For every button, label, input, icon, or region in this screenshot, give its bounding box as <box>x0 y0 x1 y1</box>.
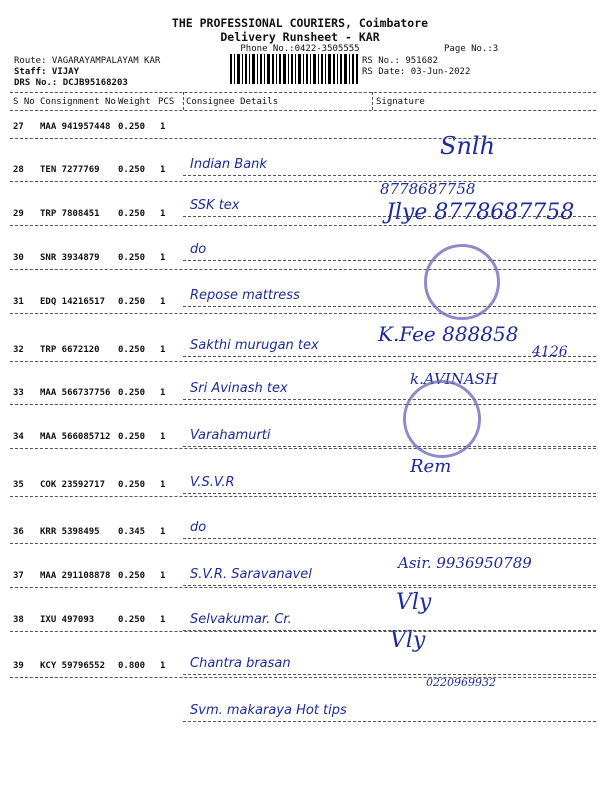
row-consignment-no: MAA 291108878 <box>40 571 111 581</box>
row-pcs: 1 <box>160 345 166 355</box>
row-sno: 37 <box>13 571 24 581</box>
row-consignment-no: MAA 566085712 <box>40 432 111 442</box>
row-pcs: 1 <box>160 253 166 263</box>
row-sno: 27 <box>13 122 24 132</box>
row-rule <box>10 225 596 226</box>
row-rule <box>183 306 596 307</box>
row-sno: 39 <box>13 661 24 671</box>
row-rule <box>10 138 596 139</box>
row-pcs: 1 <box>160 571 166 581</box>
header-bottom-rule <box>10 110 596 111</box>
company-name: THE PROFESSIONAL COURIERS, Coimbatore <box>171 16 429 30</box>
row-sno: 36 <box>13 527 24 537</box>
row-pcs: 1 <box>160 165 166 175</box>
drs-number: DRS No.: DCJB95168203 <box>14 78 128 88</box>
row-consignment-no: SNR 3934879 <box>40 253 100 263</box>
row-consignment-no: TRP 6672120 <box>40 345 100 355</box>
row-rule <box>10 587 596 588</box>
route: Route: VAGARAYAMPALAYAM KAR <box>14 56 161 66</box>
row-rule <box>183 721 596 722</box>
row-consignment-no: IXU 497093 <box>40 615 95 625</box>
barcode-graphic <box>230 54 358 84</box>
row-consignee: Sri Avinash tex <box>190 381 288 396</box>
column-divider <box>183 92 184 110</box>
row-weight: 0.250 <box>118 388 146 398</box>
row-sno: 34 <box>13 432 24 442</box>
row-rule <box>10 181 596 182</box>
row-rule <box>10 631 596 632</box>
row-signature: Vly <box>390 628 426 653</box>
row-signature: Snlh <box>440 132 496 160</box>
row-rule <box>183 585 596 586</box>
row-signature: 4126 <box>532 344 568 360</box>
row-weight: 0.250 <box>118 432 146 442</box>
row-rule <box>10 361 596 362</box>
row-signature: k.AVINASH <box>410 370 499 388</box>
company-stamp <box>403 380 481 458</box>
row-pcs: 1 <box>160 432 166 442</box>
row-pcs: 1 <box>160 480 166 490</box>
row-weight: 0.345 <box>118 527 146 537</box>
row-pcs: 1 <box>160 615 166 625</box>
row-consignee: SSK tex <box>190 198 240 213</box>
col-pcs: PCS <box>158 97 175 107</box>
row-rule <box>183 175 596 176</box>
row-sno: 32 <box>13 345 24 355</box>
row-weight: 0.250 <box>118 571 146 581</box>
row-signature: Rem <box>410 456 452 477</box>
document-title: Delivery Runsheet - KAR <box>220 30 380 44</box>
row-weight: 0.250 <box>118 253 146 263</box>
row-rule <box>10 269 596 270</box>
row-consignee: Varahamurti <box>190 428 271 443</box>
row-weight: 0.250 <box>118 209 146 219</box>
row-signature: Asir. 9936950789 <box>398 554 532 572</box>
row-rule <box>10 543 596 544</box>
row-consignment-no: MAA 941957448 <box>40 122 111 132</box>
col-consignment: Consignment No <box>40 97 116 107</box>
header-top-rule <box>10 92 596 93</box>
col-consignee: Consignee Details <box>186 97 279 107</box>
row-consignee: Chantra brasan <box>190 656 291 671</box>
row-rule <box>10 677 596 678</box>
company-stamp <box>424 244 500 320</box>
row-sno: 31 <box>13 297 24 307</box>
row-weight: 0.250 <box>118 122 146 132</box>
row-pcs: 1 <box>160 388 166 398</box>
row-rule <box>183 674 596 675</box>
barcode <box>230 54 358 84</box>
row-weight: 0.250 <box>118 480 146 490</box>
row-sno: 29 <box>13 209 24 219</box>
row-consignee: Repose mattress <box>190 288 300 303</box>
staff: Staff: VIJAY <box>14 67 80 77</box>
row-consignee: Svm. makaraya Hot tips <box>190 703 347 718</box>
row-consignee: do <box>190 242 207 257</box>
row-weight: 0.250 <box>118 615 146 625</box>
row-sno: 33 <box>13 388 24 398</box>
row-signature: 8778687758 <box>380 180 476 198</box>
phone-number: Phone No.:0422-3505555 <box>240 44 360 54</box>
row-consignment-no: COK 23592717 <box>40 480 106 490</box>
row-consignment-no: EDQ 14216517 <box>40 297 106 307</box>
row-pcs: 1 <box>160 527 166 537</box>
row-rule <box>10 404 596 405</box>
row-weight: 0.250 <box>118 297 146 307</box>
row-weight: 0.250 <box>118 165 146 175</box>
row-rule <box>183 446 596 447</box>
col-signature: Signature <box>376 97 425 107</box>
row-consignment-no: TRP 7808451 <box>40 209 100 219</box>
row-pcs: 1 <box>160 297 166 307</box>
row-consignee: V.S.V.R <box>190 475 235 490</box>
row-rule <box>10 448 596 449</box>
row-consignee: Indian Bank <box>190 157 267 172</box>
col-sno: S No <box>13 97 35 107</box>
row-weight: 0.250 <box>118 345 146 355</box>
row-rule <box>183 538 596 539</box>
row-sno: 28 <box>13 165 24 175</box>
rs-date: RS Date: 03-Jun-2022 <box>362 67 471 77</box>
row-consignee: do <box>190 520 207 535</box>
row-consignment-no: KCY 59796552 <box>40 661 106 671</box>
row-weight: 0.800 <box>118 661 146 671</box>
row-signature: 0220969932 <box>426 676 496 689</box>
row-signature: Vly <box>396 590 432 615</box>
row-rule <box>10 313 596 314</box>
row-sno: 35 <box>13 480 24 490</box>
row-consignment-no: MAA 566737756 <box>40 388 111 398</box>
row-consignee: S.V.R. Saravanavel <box>190 567 312 582</box>
row-consignee: Selvakumar. Cr. <box>190 612 292 627</box>
row-sno: 38 <box>13 615 24 625</box>
row-pcs: 1 <box>160 209 166 219</box>
rs-number: RS No.: 951682 <box>362 56 438 66</box>
row-rule <box>10 496 596 497</box>
row-signature: Jlye 8778687758 <box>386 200 575 225</box>
column-divider <box>372 92 373 110</box>
row-consignment-no: KRR 5398495 <box>40 527 100 537</box>
row-sno: 30 <box>13 253 24 263</box>
row-rule <box>183 260 596 261</box>
row-pcs: 1 <box>160 122 166 132</box>
row-consignee: Sakthi murugan tex <box>190 338 319 353</box>
page-number: Page No.:3 <box>444 44 499 54</box>
row-signature: K.Fee 888858 <box>378 322 519 346</box>
row-pcs: 1 <box>160 661 166 671</box>
row-rule <box>183 399 596 400</box>
row-consignment-no: TEN 7277769 <box>40 165 100 175</box>
row-rule <box>183 493 596 494</box>
col-weight: Weight <box>118 97 151 107</box>
